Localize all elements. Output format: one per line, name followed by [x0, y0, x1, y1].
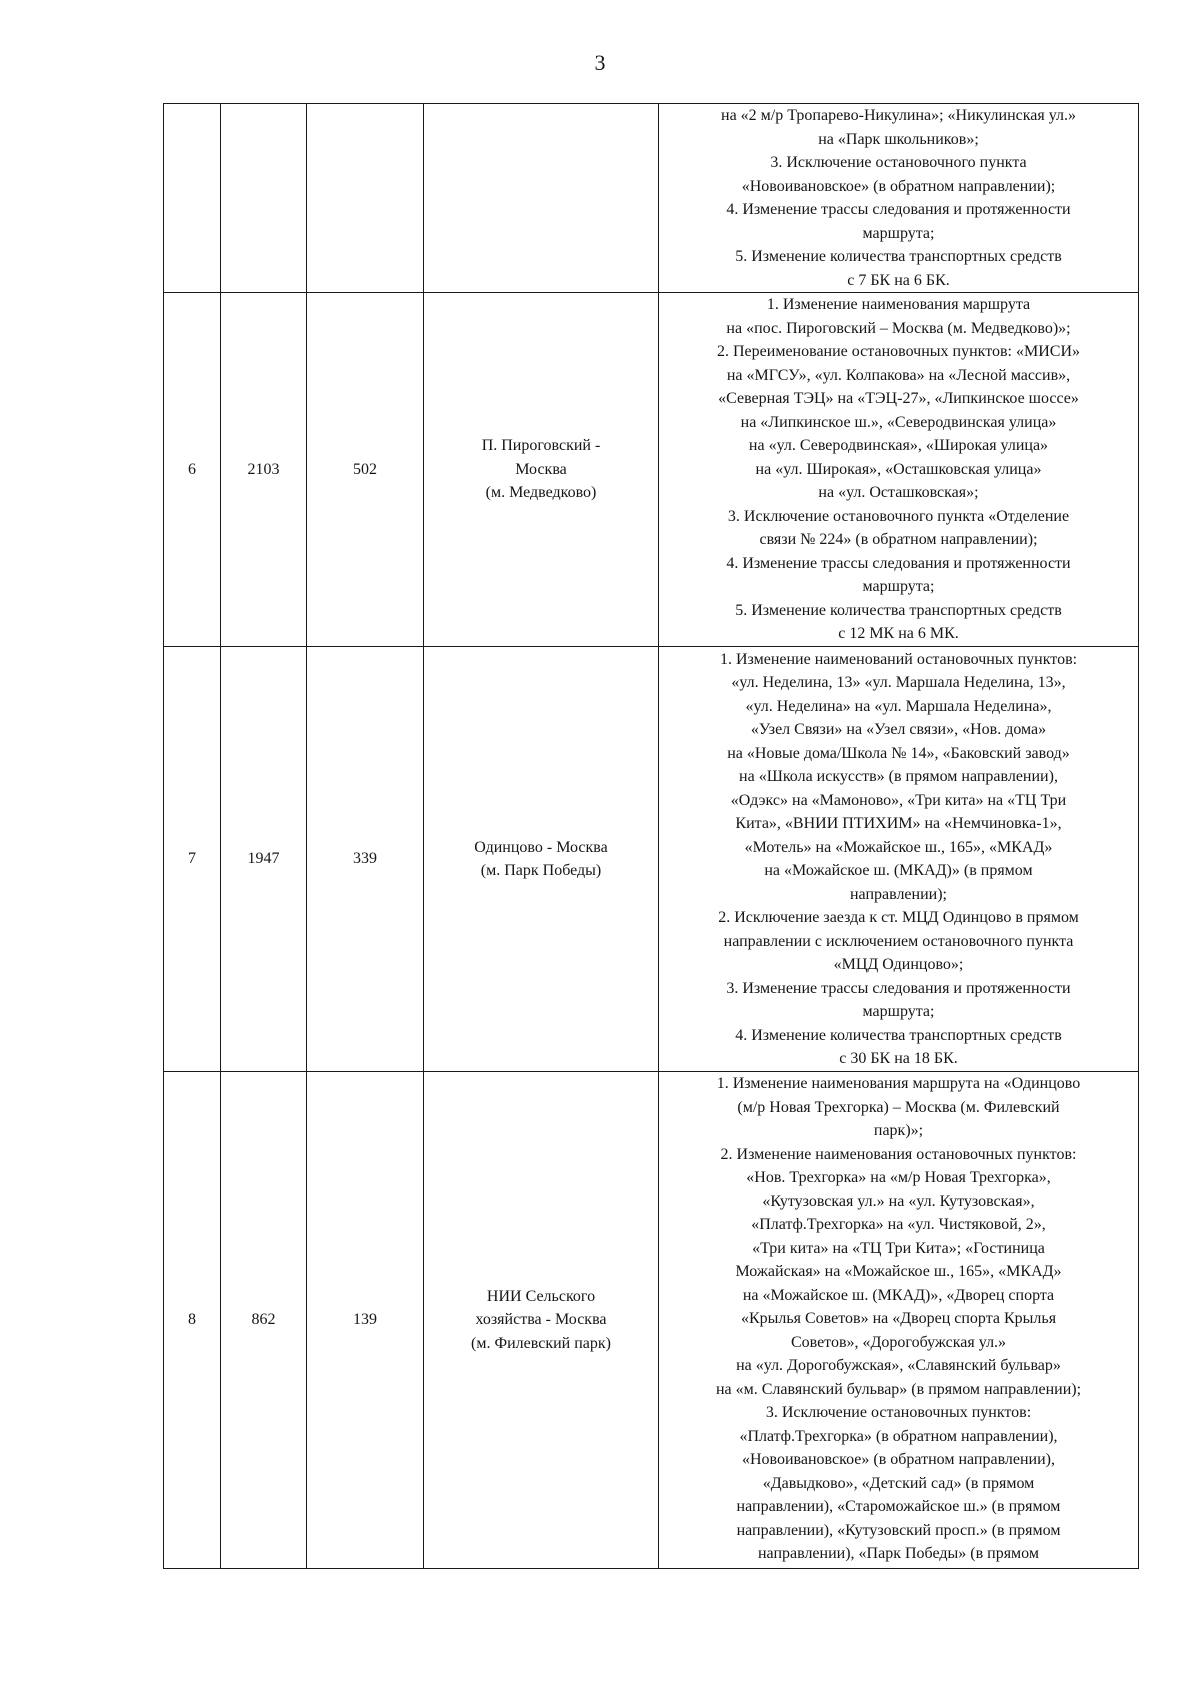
changes-line: 3. Исключение остановочного пункта: [770, 154, 1027, 171]
route-name-cell: [424, 647, 659, 1072]
changes-cell: [659, 647, 1139, 1072]
registry-number-cell: 2103: [221, 293, 307, 647]
changes-line: 1. Изменение наименования маршрута на «Одинцово: [716, 1075, 1081, 1092]
changes-line: «ул. Неделина, 13» «ул. Маршала Неделина, 13»,: [731, 674, 1066, 691]
changes-line: «Узел Связи» на «Узел связи», «Нов. дома»: [750, 721, 1047, 738]
changes-line: на «2 м/р Тропарево-Никулина»; «Никулинская ул.»: [721, 107, 1076, 124]
changes-line: 4. Изменение количества транспортных средств: [735, 1026, 1062, 1044]
changes-line: «МЦД Одинцово»;: [833, 956, 964, 973]
changes-line: направлении), «Староможайское ш.» (в прямом: [736, 1498, 1061, 1515]
route-number-cell: 339: [307, 647, 424, 1072]
route-name-line: (м. Медведково): [485, 484, 597, 502]
changes-line: с 12 МК на 6 МК.: [838, 625, 959, 643]
table-row: [164, 1072, 1139, 1569]
changes-line: направлении);: [849, 885, 947, 903]
routes-table: [163, 103, 1139, 1569]
changes-line: «ул. Неделина» на «ул. Маршала Неделина»,: [745, 697, 1052, 715]
changes-line: с 7 БК на 6 БК.: [847, 271, 950, 289]
changes-line: связи № 224» (в обратном направлении);: [759, 531, 1038, 549]
registry-number-cell: [221, 104, 307, 293]
route-name-cell: [424, 293, 659, 647]
changes-line: 5. Изменение количества транспортных средств: [735, 248, 1062, 265]
changes-line: 3. Изменение трассы следования и протяженности: [726, 979, 1071, 997]
changes-line: «Северная ТЭЦ» на «ТЭЦ-27», «Липкинское шоссе»: [718, 390, 1079, 408]
table-row: [164, 293, 1139, 647]
changes-line: «Новоивановское» (в обратном направлении);: [741, 177, 1056, 195]
page-number: 3: [594, 50, 606, 75]
changes-line: 5. Изменение количества транспортных средств: [735, 601, 1062, 619]
changes-line: 4. Изменение трассы следования и протяженности: [726, 554, 1071, 572]
changes-line: «Кутузовская ул.» на «ул. Кутузовская»,: [762, 1192, 1035, 1210]
route-name-line: (м. Филевский парк): [471, 1334, 611, 1352]
changes-line: «Новоивановское» (в обратном направлении),: [741, 1451, 1056, 1468]
changes-line: «Крылья Советов» на «Дворец спорта Крылья: [740, 1310, 1057, 1327]
changes-line: направлении), «Кутузовский просп.» (в прямом: [736, 1521, 1061, 1539]
changes-line: «Одэкс» на «Мамоново», «Три кита» на «ТЦ Три: [730, 791, 1067, 809]
changes-line: парк)»;: [873, 1122, 924, 1139]
row-number-cell: 7: [164, 647, 221, 1072]
route-name-line: Одинцово - Москва: [474, 838, 608, 856]
route-number-cell: [307, 104, 424, 293]
changes-line: на «Школа искусств» (в прямом направлении),: [739, 768, 1058, 785]
changes-line: Советов», «Дорогобужская ул.»: [790, 1333, 1007, 1351]
registry-number-cell: 1947: [221, 647, 307, 1072]
route-name-cell: [424, 1072, 659, 1569]
row-number-cell: 8: [164, 1072, 221, 1569]
changes-line: на «м. Славянский бульвар» (в прямом направлении);: [715, 1380, 1082, 1398]
changes-line: 2. Изменение наименования остановочных пунктов:: [720, 1145, 1077, 1163]
changes-line: 4. Изменение трассы следования и протяженности: [726, 201, 1071, 218]
changes-line: «Нов. Трехгорка» на «м/р Новая Трехгорка»,: [746, 1169, 1051, 1186]
changes-line: (м/р Новая Трехгорка) – Москва (м. Филевский: [737, 1098, 1060, 1116]
changes-line: «Давыдково», «Детский сад» (в прямом: [762, 1474, 1035, 1492]
changes-line: на «Можайское ш. (МКАД)» (в прямом: [764, 862, 1033, 879]
row-number-cell: [164, 104, 221, 293]
changes-line: «Платф.Трехгорка» (в обратном направлении),: [739, 1427, 1058, 1445]
row-number-cell: 6: [164, 293, 221, 647]
changes-line: направлении), «Парк Победы» (в прямом: [757, 1545, 1039, 1562]
route-name-line: П. Пироговский -: [481, 437, 601, 455]
route-number-cell: 502: [307, 293, 424, 647]
changes-line: на «ул. Осташковская»;: [818, 484, 979, 502]
changes-line: на «Парк школьников»;: [818, 130, 979, 148]
changes-line: «Платф.Трехгорка» на «ул. Чистяковой, 2»,: [751, 1216, 1046, 1233]
changes-line: «Три кита» на «ТЦ Три Кита»; «Гостиница: [752, 1239, 1045, 1257]
changes-line: 1. Изменение наименования маршрута: [766, 296, 1031, 314]
changes-line: маршрута;: [862, 578, 935, 596]
route-name-line: НИИ Сельского: [486, 1287, 596, 1305]
changes-line: «Мотель» на «Можайское ш., 165», «МКАД»: [744, 838, 1053, 856]
changes-line: маршрута;: [862, 1003, 935, 1020]
changes-line: с 30 БК на 18 БК.: [839, 1050, 958, 1067]
route-name-line: (м. Парк Победы): [480, 862, 602, 879]
table-row: [164, 104, 1139, 293]
changes-line: 3. Исключение остановочных пунктов:: [765, 1404, 1032, 1421]
changes-line: на «МГСУ», «ул. Колпакова» на «Лесной массив»,: [726, 366, 1071, 384]
table-row: [164, 647, 1139, 1072]
changes-line: на «Липкинское ш.», «Северодвинская улица»: [740, 413, 1057, 431]
route-name-line: хозяйства - Москва: [475, 1311, 607, 1329]
changes-line: на «ул. Дорогобужская», «Славянский бульвар»: [736, 1357, 1061, 1374]
changes-line: направлении с исключением остановочного пункта: [723, 932, 1074, 950]
changes-cell: [659, 293, 1139, 647]
route-name-line: Москва: [515, 460, 567, 478]
changes-line: 1. Изменение наименований остановочных пунктов:: [719, 650, 1078, 668]
changes-line: маршрута;: [862, 224, 935, 242]
changes-line: на «ул. Северодвинская», «Широкая улица»: [748, 437, 1049, 455]
changes-line: 2. Исключение заезда к ст. МЦД Одинцово в прямом: [718, 909, 1079, 926]
route-number-cell: 139: [307, 1072, 424, 1569]
changes-line: 3. Исключение остановочного пункта «Отделение: [727, 507, 1070, 525]
changes-line: на «Новые дома/Школа № 14», «Баковский завод»: [727, 744, 1070, 762]
changes-line: на «ул. Широкая», «Осташковская улица»: [755, 460, 1042, 478]
changes-cell: [659, 104, 1139, 293]
changes-line: 2. Переименование остановочных пунктов: «МИСИ»: [717, 343, 1080, 361]
changes-line: Можайская» на «Можайское ш., 165», «МКАД»: [735, 1263, 1062, 1280]
route-name-cell: [424, 104, 659, 293]
changes-cell: [659, 1072, 1139, 1569]
changes-line: Кита», «ВНИИ ПТИХИМ» на «Немчиновка-1»,: [735, 815, 1062, 832]
registry-number-cell: 862: [221, 1072, 307, 1569]
changes-line: на «пос. Пироговский – Москва (м. Медведково)»;: [726, 319, 1071, 337]
changes-line: на «Можайское ш. (МКАД)», «Дворец спорта: [742, 1286, 1055, 1304]
